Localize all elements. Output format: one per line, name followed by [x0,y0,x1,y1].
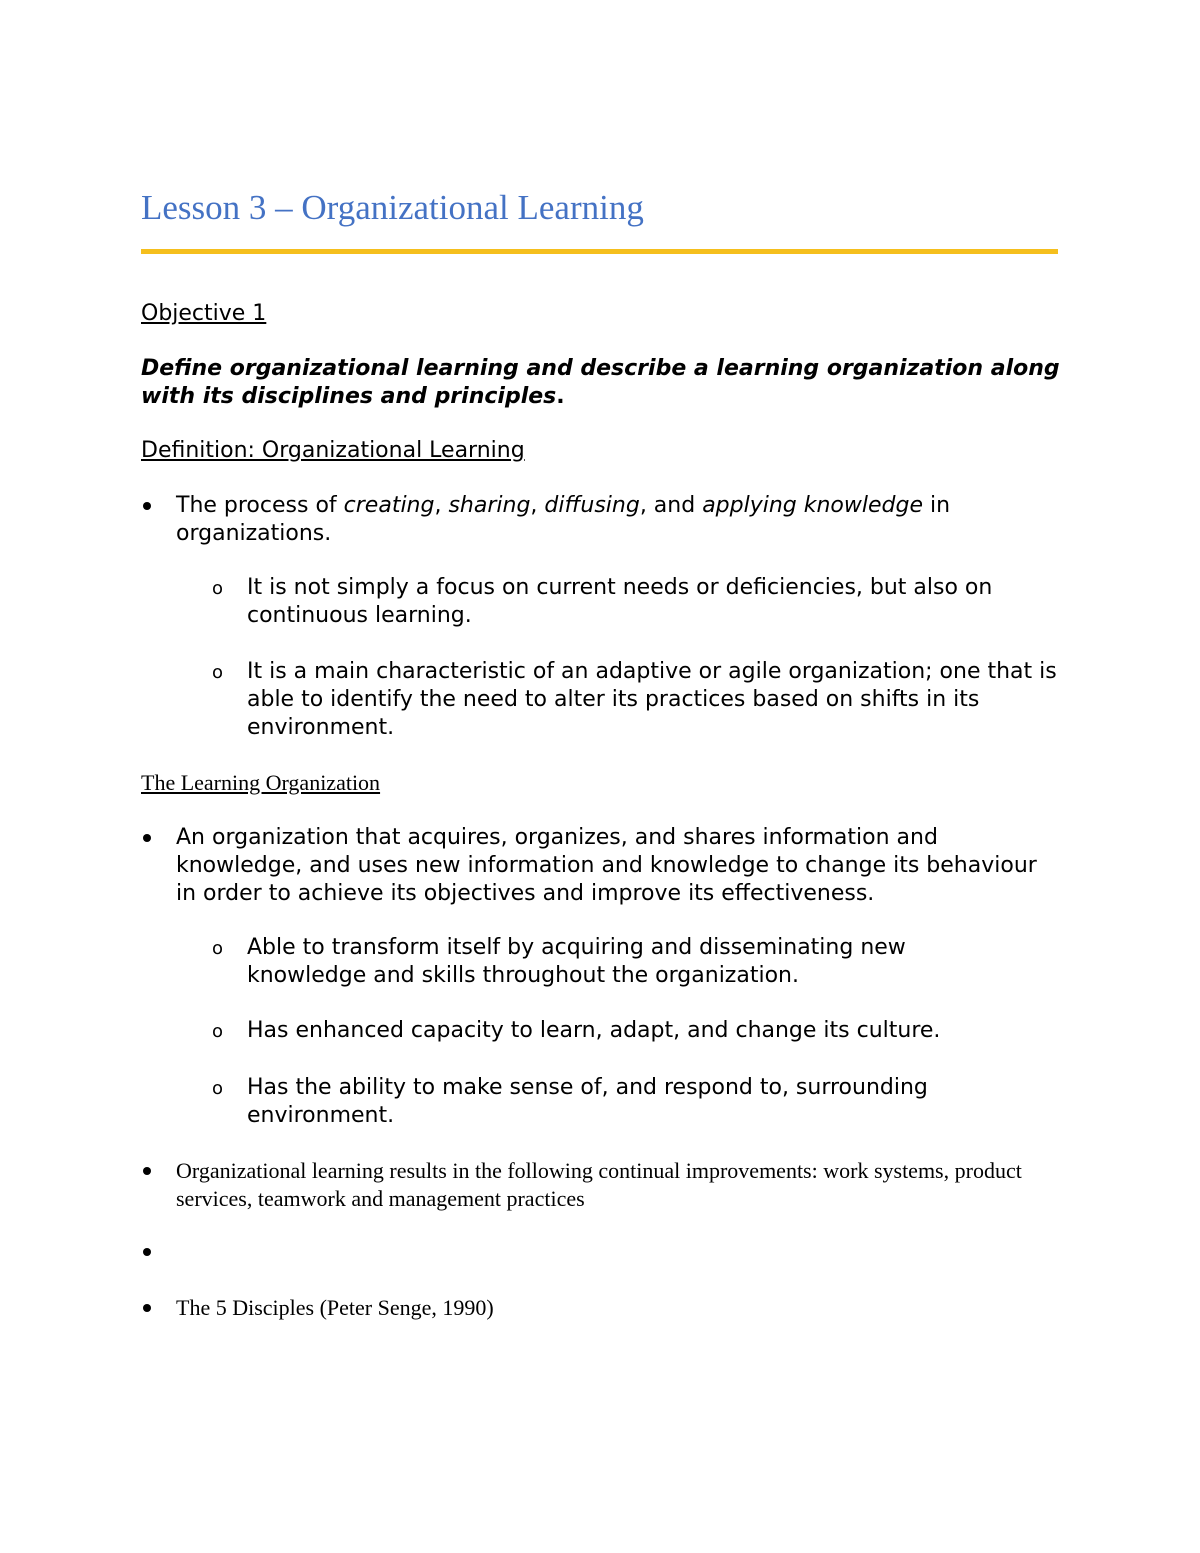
term-applying-knowledge: applying knowledge [702,493,923,518]
learning-org-sub-item-1: Able to transform itself by acquiring and disseminating new knowledge and skills throughout the organization. [247,935,906,988]
separator: , and [639,493,703,518]
sub-bullet-glyph: o [212,1078,224,1099]
objective-heading: Objective 1 [141,301,267,326]
learning-org-sub-item-3: Has the ability to make sense of, and respond to, surrounding environment. [247,1075,928,1128]
term-sharing: sharing [448,493,531,518]
definition-sub-item-2: It is a main characteristic of an adaptive or agile organization; one that is able to identify the need to alter its practices based on shifts in its environment. [247,659,1057,740]
separator: , [434,493,449,518]
bullet-dot [143,834,151,842]
definition-heading: Definition: Organizational Learning [141,438,525,463]
sub-bullet-glyph: o [212,578,224,599]
objective-statement-end: . [556,384,565,409]
results-bullet: Organizational learning results in the following continual improvements: work systems, product services, teamwork and management practices [176,1158,1022,1211]
objective-statement [141,355,1061,411]
bullet-dot [143,1167,151,1175]
separator: , [530,493,545,518]
sub-bullet-glyph: o [212,938,224,959]
definition-sub-item-1: It is not simply a focus on current needs or deficiencies, but also on continuous learning. [247,575,993,628]
title-underline-rule [141,249,1058,254]
learning-org-sub-item-2: Has enhanced capacity to learn, adapt, and change its culture. [247,1018,941,1043]
page-title: Lesson 3 – Organizational Learning [141,188,644,227]
bullet-dot [143,502,151,510]
term-creating: creating [343,493,435,518]
bullet-dot [143,1248,151,1256]
definition-bullet [176,492,1056,548]
sub-bullet-glyph: o [212,662,224,683]
definition-suffix: in organizations. [176,493,951,546]
learning-organization-heading: The Learning Organization [141,770,381,795]
definition-prefix: The process of [176,493,344,518]
sub-bullet-glyph: o [212,1021,224,1042]
learning-organization-bullet: An organization that acquires, organizes, and shares information and knowledge, and uses new information and knowledge to change its behaviour in order to achieve its objectives and improve its effectiveness. [176,825,1037,906]
bullet-dot [143,1304,151,1312]
objective-statement-text: Define organizational learning and describe a learning organization along with its disciplines and principles [141,356,1060,409]
term-diffusing: diffusing [544,493,640,518]
five-disciples-bullet: The 5 Disciples (Peter Senge, 1990) [176,1295,494,1320]
